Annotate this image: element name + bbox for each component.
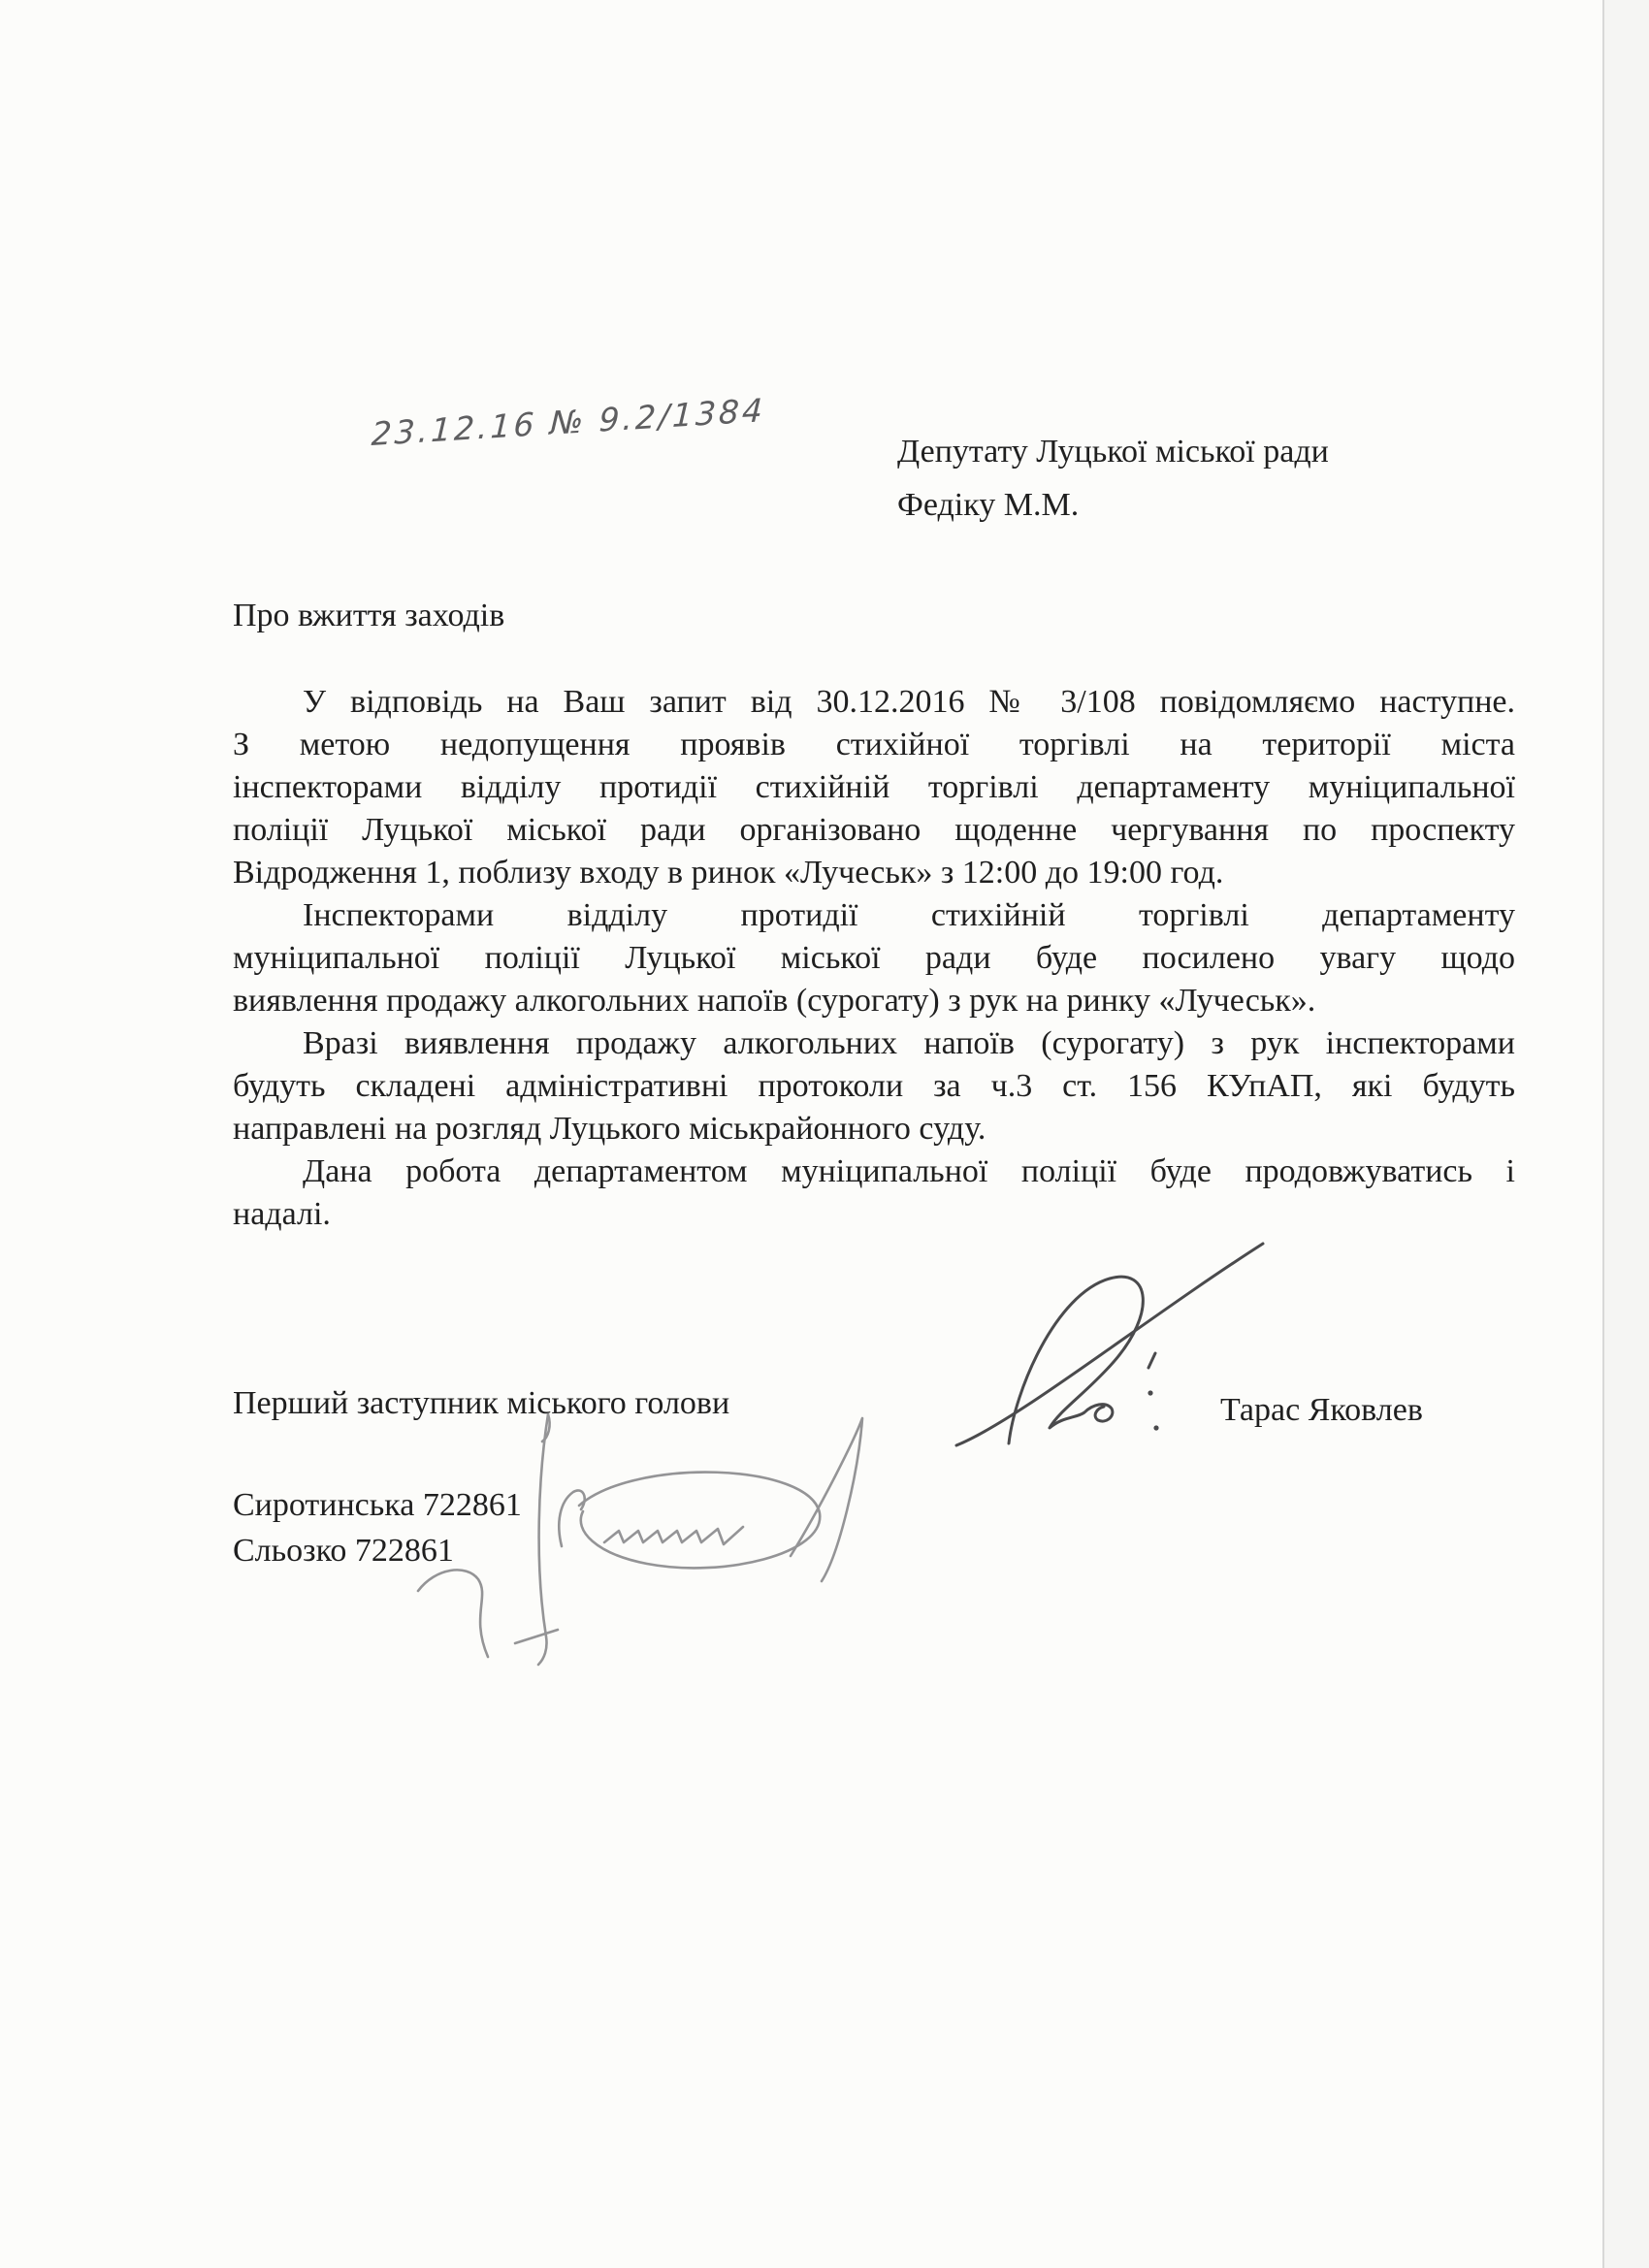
letter-body (233, 681, 1515, 1236)
body-line: поліції Луцької міської ради організовано щоденне чергування по проспекту (233, 812, 1515, 848)
contact-line-2: Сльозко 722861 (233, 1533, 454, 1569)
handwritten-ref-number: 23.12.16 № 9.2/1384 (371, 390, 766, 453)
body-line: надалі. (233, 1196, 331, 1232)
recipient-block (897, 425, 1329, 532)
body-line: Дана робота департаментом муніципальної поліції буде продовжуватись і (303, 1153, 1515, 1189)
body-line: направлені на розгляд Луцького міськрайонного суду. (233, 1111, 986, 1147)
body-line: У відповідь на Ваш запит від 30.12.2016 № 3/108 повідомляємо наступне. (303, 684, 1515, 720)
body-paragraph (233, 1150, 1515, 1236)
signatory-name: Тарас Яковлев (1220, 1392, 1423, 1428)
secondary-signatures (403, 1409, 897, 1669)
body-line: інспекторами відділу протидії стихійній торгівлі департаменту муніципальної (233, 769, 1515, 805)
body-line: Інспекторами відділу протидії стихійній торгівлі департаменту (303, 897, 1515, 933)
body-line: Вразі виявлення продажу алкогольних напоїв (сурогату) з рук інспекторами (303, 1025, 1515, 1061)
body-line: муніципальної поліції Луцької міської ради буде посилено увагу щодо (233, 940, 1515, 976)
subject-line: Про вжиття заходів (233, 598, 505, 633)
contact-line-1: Сиротинська 722861 (233, 1487, 522, 1523)
body-line: будуть складені адміністративні протоколи за ч.3 ст. 156 КУпАП, які будуть (233, 1068, 1515, 1104)
body-line: Відродження 1, поблизу входу в ринок «Лучеськ» з 12:00 до 19:00 год. (233, 855, 1224, 891)
recipient-line-1: Депутату Луцької міської ради (897, 434, 1329, 470)
scan-edge-shadow (1602, 0, 1649, 2268)
signatory-title: Перший заступник міського голови (233, 1385, 730, 1421)
yakovlev-signature (951, 1238, 1271, 1466)
body-line: виявлення продажу алкогольних напоїв (сурогату) з рук на ринку «Лучеськ». (233, 983, 1316, 1019)
body-paragraph (233, 681, 1515, 894)
recipient-line-2: Федіку М.М. (897, 487, 1080, 523)
body-line: З метою недопущення проявів стихійної торгівлі на території міста (233, 727, 1515, 762)
body-paragraph (233, 1022, 1515, 1150)
body-paragraph (233, 894, 1515, 1022)
